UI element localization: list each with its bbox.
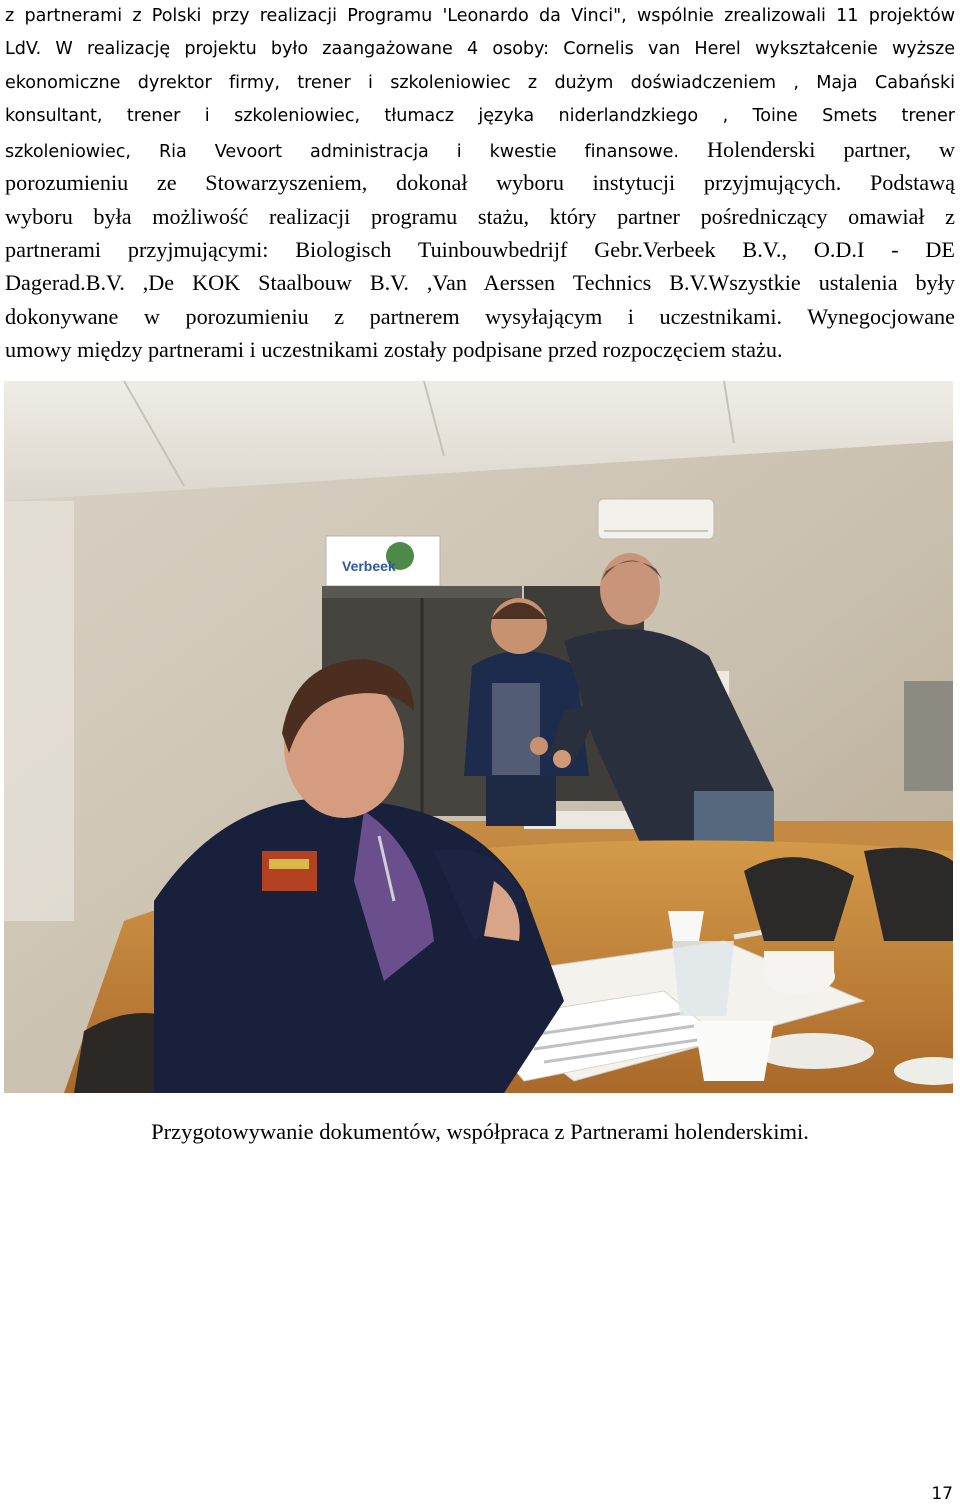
- paragraph-line-10: dokonywane w porozumieniu z partnerem wysyłającym i uczestnikami. Wynegocjowane: [5, 303, 955, 329]
- paragraph-line-8: partnerami przyjmującymi: Biologisch Tuinbouwbedrijf Gebr.Verbeek B.V., O.D.I - DE: [5, 237, 955, 263]
- page-number: 17: [931, 1484, 953, 1504]
- paragraph-line-11: umowy między partnerami i uczestnikami zostały podpisane przed rozpoczęciem stażu.: [5, 336, 783, 362]
- paragraph-line-5: [5, 133, 955, 166]
- paragraph-line-5-sans: szkoleniowiec, Ria Vevoort administracja i kwestie finansowe.: [5, 142, 679, 163]
- water-glass: [672, 941, 734, 1016]
- paragraph-line-5-serif: Holenderski partner, w: [678, 137, 956, 163]
- wall-rack: [904, 681, 953, 791]
- paragraph-line-9: Dagerad.B.V. ,De KOK Staalbouw B.V. ,Van Aerssen Technics B.V.Wszystkie ustalenia były: [5, 270, 955, 296]
- paragraph-line-7: wyboru była możliwość realizacji programu stażu, który partner pośredniczący omawiał z: [5, 203, 955, 229]
- photo-illustration: [4, 381, 953, 1093]
- sign-text: Verbeek: [342, 558, 396, 574]
- paragraph-line-6: porozumieniu ze Stowarzyszeniem, dokonał wyboru instytucji przyjmujących. Podstawą: [5, 170, 955, 196]
- paragraph-line-2: LdV. W realizację projektu było zaangażowane 4 osoby: Cornelis van Herel wykształcenie wyższe: [5, 39, 955, 60]
- paper-cup: [668, 911, 704, 941]
- saucer: [754, 1033, 874, 1069]
- coffee-cup: [694, 1021, 774, 1081]
- paragraph-line-4: konsultant, trener i szkoleniowiec, tłumacz języka niderlandzkiego , Toine Smets trener: [5, 105, 955, 126]
- body-paragraph: [5, 0, 955, 366]
- chair-back: [744, 857, 854, 941]
- office-meeting-photo: [4, 381, 953, 1093]
- paragraph-line-3: ekonomiczne dyrektor firmy, trener i szkoleniowiec z dużym doświadczeniem , Maja Cabański: [5, 72, 955, 93]
- window-light: [4, 501, 74, 921]
- hoodie-patch: [262, 851, 317, 891]
- air-conditioner: [598, 499, 714, 539]
- photo-caption: Przygotowywanie dokumentów, współpraca z Partnerami holenderskimi.: [151, 1119, 809, 1144]
- paragraph-line-1: z partnerami z Polski przy realizacji Programu 'Leonardo da Vinci", wspólnie zrealizowali 11 projektów: [5, 6, 955, 26]
